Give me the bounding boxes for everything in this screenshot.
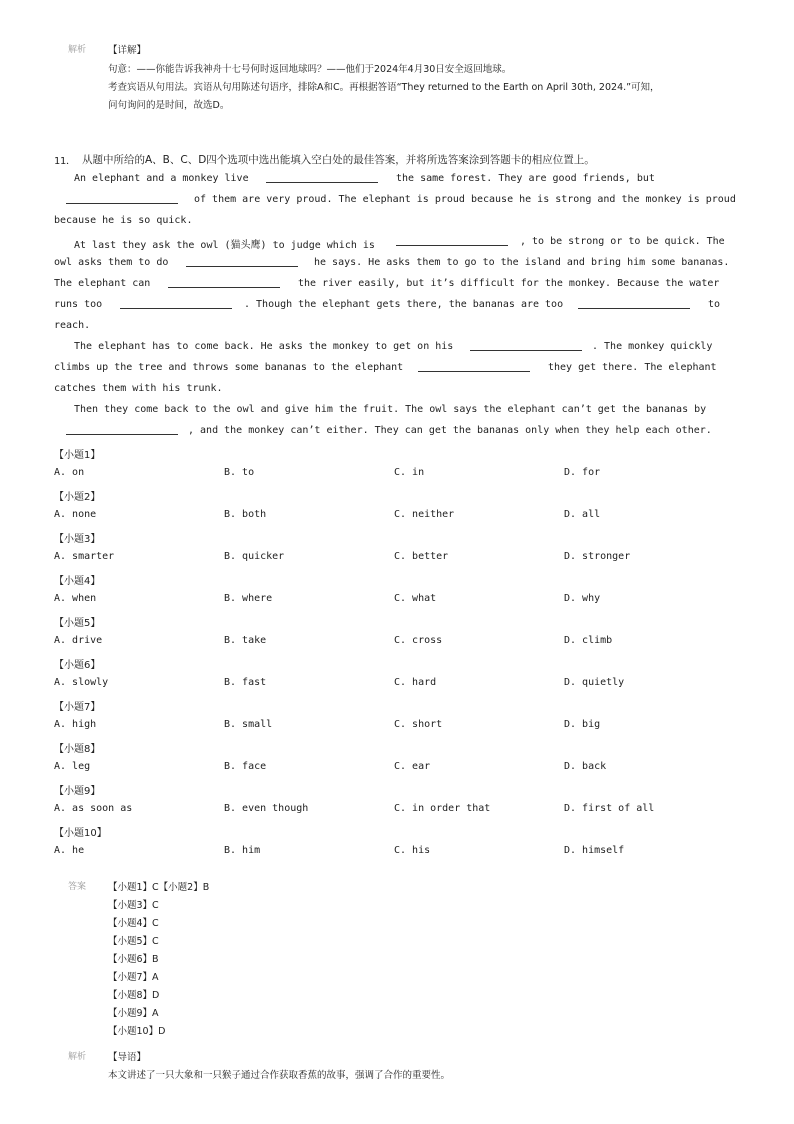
option-d[interactable]: D. big — [564, 719, 601, 730]
blank-4[interactable] — [186, 257, 298, 267]
subquestion-label: 【小题2】 — [54, 492, 101, 503]
option-a[interactable]: A. as soon as — [54, 803, 133, 814]
analysis-heading: 【导语】 — [108, 1052, 147, 1063]
passage-text: reach. — [54, 320, 91, 331]
blank-10[interactable] — [66, 425, 178, 435]
passage-text: The elephant can — [54, 278, 151, 289]
answer-item: 【小题4】C — [108, 918, 159, 929]
blank-5[interactable] — [168, 278, 280, 288]
passage-text: , to be strong or to be quick. The — [520, 236, 725, 247]
answer-item: 【小题10】D — [108, 1026, 166, 1037]
subquestion-label: 【小题4】 — [54, 576, 101, 587]
passage-text: Then they come back to the owl and give him the fruit. The owl says the elephant can’t get the bananas by — [74, 404, 707, 415]
passage-text: catches them with his trunk. — [54, 383, 223, 394]
option-b[interactable]: B. face — [224, 761, 267, 772]
option-d[interactable]: D. climb — [564, 635, 613, 646]
option-b[interactable]: B. him — [224, 845, 261, 856]
option-d[interactable]: D. all — [564, 509, 601, 520]
passage-text: the river easily, but it’s difficult for the monkey. Because the water — [298, 278, 720, 289]
option-c[interactable]: C. cross — [394, 635, 443, 646]
passage-text: the same forest. They are good friends, but — [396, 173, 655, 184]
passage-text: . The monkey quickly — [592, 341, 713, 352]
option-a[interactable]: A. leg — [54, 761, 91, 772]
passage-text: because he is so quick. — [54, 215, 193, 226]
option-d[interactable]: D. for — [564, 467, 601, 478]
blank-3[interactable] — [396, 236, 508, 246]
passage-text: he says. He asks them to go to the island and bring him some bananas. — [314, 257, 730, 268]
blank-1[interactable] — [266, 173, 378, 183]
subquestion-label: 【小题1】 — [54, 450, 101, 461]
option-a[interactable]: A. on — [54, 467, 85, 478]
passage-text: runs too — [54, 299, 103, 310]
blank-6[interactable] — [120, 299, 232, 309]
passage-text: At last they ask the owl (猫头鹰) to judge which is — [74, 240, 375, 251]
subquestion-label: 【小题9】 — [54, 786, 101, 797]
option-b[interactable]: B. take — [224, 635, 267, 646]
analysis-line: 本文讲述了一只大象和一只猴子通过合作获取香蕉的故事，强调了合作的重要性。 — [108, 1070, 451, 1081]
answer-item: 【小题6】B — [108, 954, 159, 965]
passage-text: of them are very proud. The elephant is proud because he is strong and the monkey is proud — [194, 194, 736, 205]
option-c[interactable]: C. neither — [394, 509, 455, 520]
answer-item: 【小题1】C【小题2】B — [108, 882, 210, 893]
option-a[interactable]: A. when — [54, 593, 97, 604]
analysis-line: 句意：——你能告诉我神舟十七号何时返回地球吗？——他们于2024年4月30日安全返回地球。 — [108, 64, 512, 75]
option-b[interactable]: B. both — [224, 509, 267, 520]
option-a[interactable]: A. none — [54, 509, 97, 520]
option-c[interactable]: C. what — [394, 593, 437, 604]
option-a[interactable]: A. high — [54, 719, 97, 730]
answer-item: 【小题7】A — [108, 972, 159, 983]
option-a[interactable]: A. he — [54, 845, 85, 856]
option-d[interactable]: D. himself — [564, 845, 625, 856]
option-d[interactable]: D. first of all — [564, 803, 655, 814]
subquestion-label: 【小题6】 — [54, 660, 101, 671]
question-number: 11． — [54, 156, 77, 167]
blank-7[interactable] — [578, 299, 690, 309]
passage-text: The elephant has to come back. He asks the monkey to get on his — [74, 341, 454, 352]
answer-item: 【小题3】C — [108, 900, 159, 911]
passage-text: to — [708, 299, 721, 310]
subquestion-label: 【小题3】 — [54, 534, 101, 545]
passage-text: they get there. The elephant — [548, 362, 717, 373]
option-b[interactable]: B. small — [224, 719, 273, 730]
blank-2[interactable] — [66, 194, 178, 204]
option-c[interactable]: C. hard — [394, 677, 437, 688]
option-d[interactable]: D. why — [564, 593, 601, 604]
blank-8[interactable] — [470, 341, 582, 351]
option-c[interactable]: C. in — [394, 467, 425, 478]
passage-text: , and the monkey can’t either. They can get the bananas only when they help each other. — [188, 425, 712, 436]
analysis-line: 考查宾语从句用法。宾语从句用陈述句语序，排除A和C。再根据答语“They returned to the Earth on April 30th, 2024.”可知， — [108, 82, 660, 93]
option-c[interactable]: C. ear — [394, 761, 431, 772]
question-instruction: 从题中所给的A、B、C、D四个选项中选出能填入空白处的最佳答案，并将所选答案涂到答题卡的相应位置上。 — [82, 154, 595, 166]
option-c[interactable]: C. better — [394, 551, 449, 562]
blank-9[interactable] — [418, 362, 530, 372]
passage-text: . Though the elephant gets there, the bananas are too — [244, 299, 564, 310]
passage-text: An elephant and a monkey live — [74, 173, 249, 184]
option-c[interactable]: C. his — [394, 845, 431, 856]
answer-item: 【小题9】A — [108, 1008, 159, 1019]
subquestion-label: 【小题10】 — [54, 828, 107, 839]
option-d[interactable]: D. stronger — [564, 551, 631, 562]
option-a[interactable]: A. smarter — [54, 551, 115, 562]
subquestion-label: 【小题7】 — [54, 702, 101, 713]
subquestion-label: 【小题8】 — [54, 744, 101, 755]
passage-text: owl asks them to do — [54, 257, 169, 268]
analysis-line: 问句询问的是时间，故选D。 — [108, 100, 230, 111]
option-b[interactable]: B. fast — [224, 677, 267, 688]
analysis-tag: 解析 — [68, 45, 87, 55]
option-a[interactable]: A. drive — [54, 635, 103, 646]
option-d[interactable]: D. quietly — [564, 677, 625, 688]
analysis-heading: 【详解】 — [108, 45, 147, 56]
answer-item: 【小题5】C — [108, 936, 159, 947]
option-b[interactable]: B. to — [224, 467, 255, 478]
option-d[interactable]: D. back — [564, 761, 607, 772]
option-a[interactable]: A. slowly — [54, 677, 109, 688]
option-c[interactable]: C. in order that — [394, 803, 491, 814]
answer-item: 【小题8】D — [108, 990, 160, 1001]
option-b[interactable]: B. where — [224, 593, 273, 604]
subquestion-label: 【小题5】 — [54, 618, 101, 629]
option-c[interactable]: C. short — [394, 719, 443, 730]
analysis-tag: 解析 — [68, 1052, 87, 1062]
option-b[interactable]: B. even though — [224, 803, 309, 814]
option-b[interactable]: B. quicker — [224, 551, 285, 562]
answer-tag: 答案 — [68, 882, 87, 892]
passage-text: climbs up the tree and throws some bananas to the elephant — [54, 362, 404, 373]
